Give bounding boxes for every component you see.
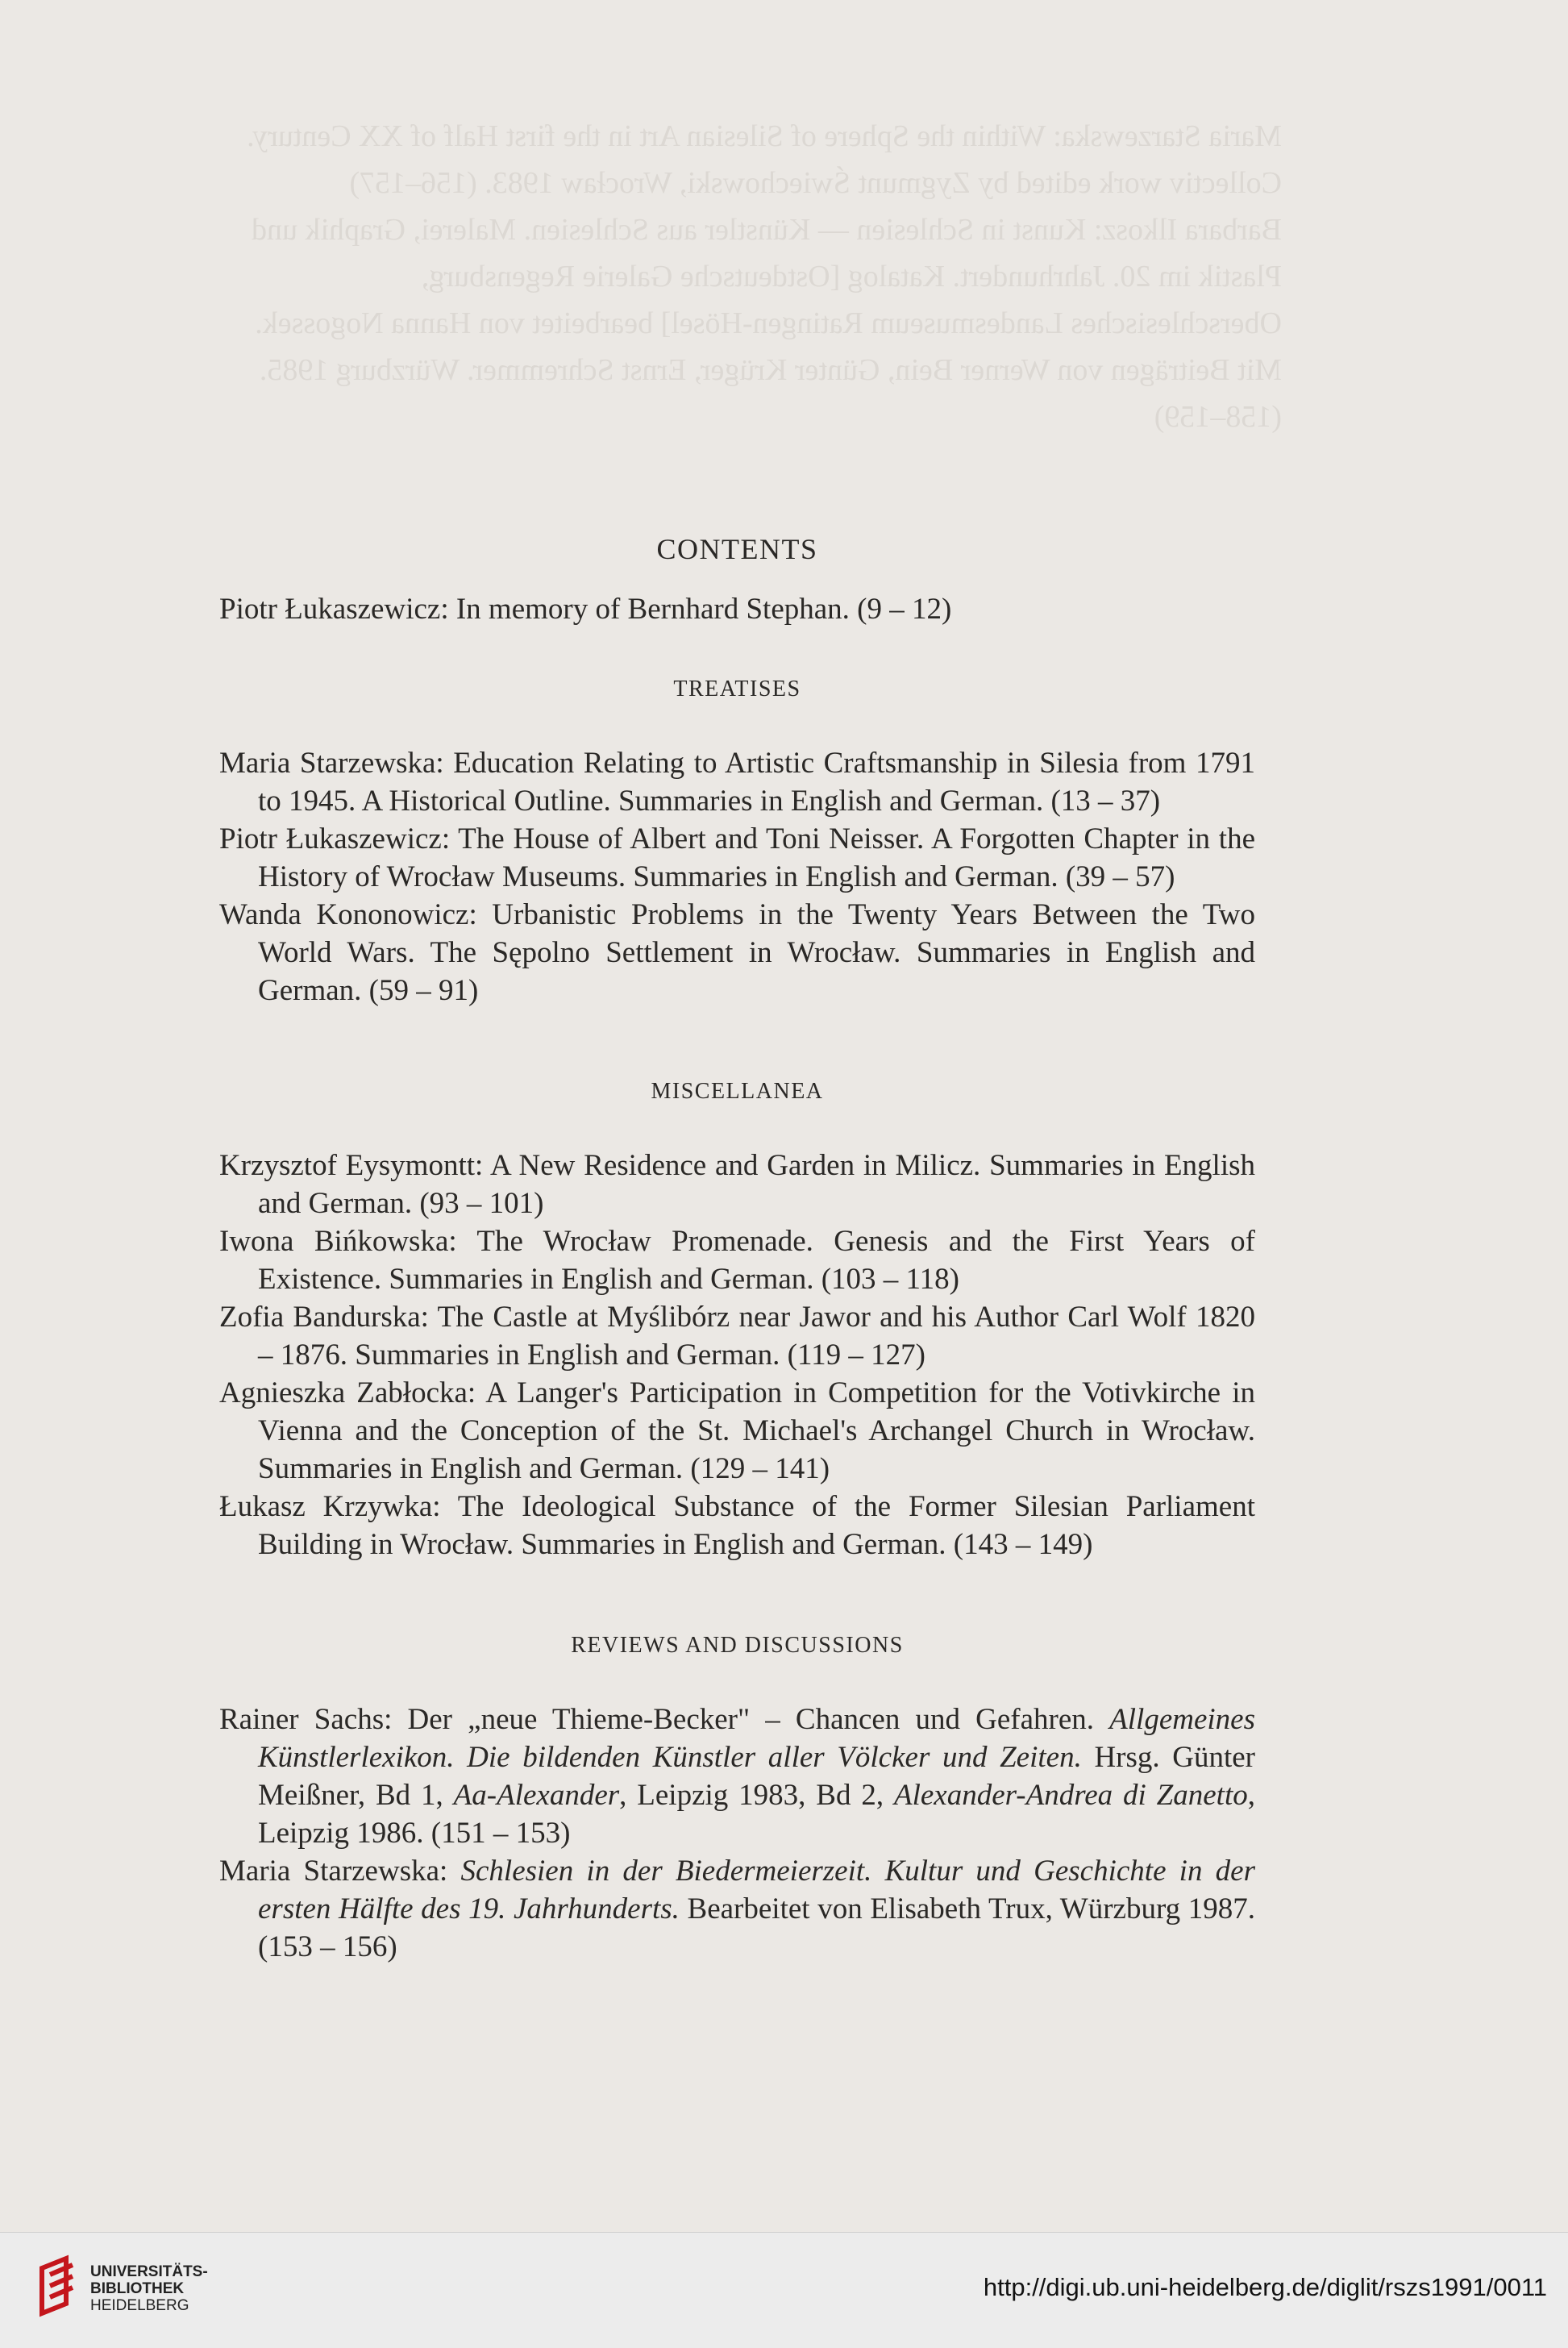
source-url-link[interactable]: http://digi.ub.uni-heidelberg.de/diglit/rszs1991/0011 bbox=[983, 2273, 1547, 2301]
entry-text: Rainer Sachs: Der „neue Thieme-Becker" – Chancen und Gefahren. bbox=[219, 1703, 1110, 1736]
list-item: Iwona Bińkowska: The Wrocław Promenade. Genesis and the First Years of Existence. Summaries in English and German. (103 – 118) bbox=[219, 1225, 1255, 1296]
entry-title-italic: Aa-Alexander bbox=[453, 1779, 620, 1812]
list-item: Maria Starzewska: Education Relating to Artistic Craftsmanship in Silesia from 1791 to 1945. A Historical Outline. Summaries in English and German. (13 – 37) bbox=[219, 747, 1255, 818]
bleed-through-text: Maria Starzewska: Within the Sphere of Silesian Art in the first Half of XX Century. Collectiv work edited by Zygmunt Świechowski, Wrocław 1983. (156–157) Barbara Ilkosz: Kunst in Schlesien — Künstler aus Schlesien. Malerei, Graphik und Plastik im 20. Jahrhundert. Katalog [Ostdeutsche Galerie Regensburg, Oberschlesisches Landesmuseum Ratingen-Hösel] bearbeitet von Hanna Nogossek. Mit Beiträgen von Werner Bein, Günter Krüger, Ernst Schremmer. Würzburg 1985. (158–159) bbox=[247, 119, 1282, 434]
treatises-list bbox=[219, 744, 1255, 1010]
list-item bbox=[219, 1852, 1255, 1966]
list-item: Łukasz Krzywka: The Ideological Substance of the Former Silesian Parliament Building in Wrocław. Summaries in English and German. (143 – 149) bbox=[219, 1490, 1255, 1561]
library-line: BIBLIOTHEK bbox=[90, 2280, 185, 2297]
footer-bar bbox=[0, 2232, 1568, 2348]
entry-text: , Leipzig 1983, Bd 2, bbox=[619, 1779, 894, 1812]
contents-body bbox=[219, 532, 1255, 1966]
entry-title-italic: Allgemeines Künstlerlexikon. Die bildenden Künstler aller Völcker und Zeiten. bbox=[258, 1703, 1255, 1774]
list-item: Krzysztof Eysymontt: A New Residence and Garden in Milicz. Summaries in English and German. (93 – 101) bbox=[219, 1149, 1255, 1220]
entry-text: , Leipzig 1986. (151 – 153) bbox=[258, 1779, 1255, 1850]
list-item: Zofia Bandurska: The Castle at Myślibórz near Jawor and his Author Carl Wolf 1820 – 1876. Summaries in English and German. (119 – 127) bbox=[219, 1301, 1255, 1372]
miscellanea-heading: MISCELLANEA bbox=[651, 1079, 824, 1104]
reviews-heading: REVIEWS AND DISCUSSIONS bbox=[571, 1633, 904, 1658]
list-item: Agnieszka Zabłocka: A Langer's Participation in Competition for the Votivkirche in Vienna and the Conception of the St. Michael's Archangel Church in Wrocław. Summaries in English and German. (129 – 141) bbox=[219, 1376, 1255, 1485]
list-item bbox=[219, 1701, 1255, 1852]
library-line: UNIVERSITÄTS- bbox=[90, 2263, 208, 2280]
library-name bbox=[90, 2263, 208, 2314]
intro-entry: Piotr Łukaszewicz: In memory of Bernhard Stephan. (9 – 12) bbox=[219, 593, 952, 626]
list-item: Wanda Kononowicz: Urbanistic Problems in the Twenty Years Between the Two World Wars. The Sępolno Settlement in Wrocław. Summaries in English and German. (59 – 91) bbox=[219, 898, 1255, 1007]
library-line: HEIDELBERG bbox=[90, 2297, 189, 2314]
reviews-list bbox=[219, 1701, 1255, 1966]
entry-title-italic: Alexander-Andrea di Zanetto bbox=[893, 1779, 1248, 1812]
entry-text: Bearbeitet von Elisabeth Trux, Würzburg 1987. (153 – 156) bbox=[258, 1892, 1255, 1963]
treatises-heading: TREATISES bbox=[673, 677, 801, 701]
contents-heading: CONTENTS bbox=[656, 533, 818, 565]
entry-text: Maria Starzewska: bbox=[219, 1855, 461, 1888]
entry-title-italic: Schlesien in der Biedermeierzeit. Kultur und Geschichte in der ersten Hälfte des 19. Jahrhunderts. bbox=[258, 1855, 1255, 1925]
list-item: Piotr Łukaszewicz: The House of Albert and Toni Neisser. A Forgotten Chapter in the History of Wrocław Museums. Summaries in English and German. (39 – 57) bbox=[219, 822, 1255, 893]
entry-text: Hrsg. Günter Meißner, Bd 1, bbox=[258, 1741, 1256, 1812]
miscellanea-list bbox=[219, 1147, 1255, 1563]
